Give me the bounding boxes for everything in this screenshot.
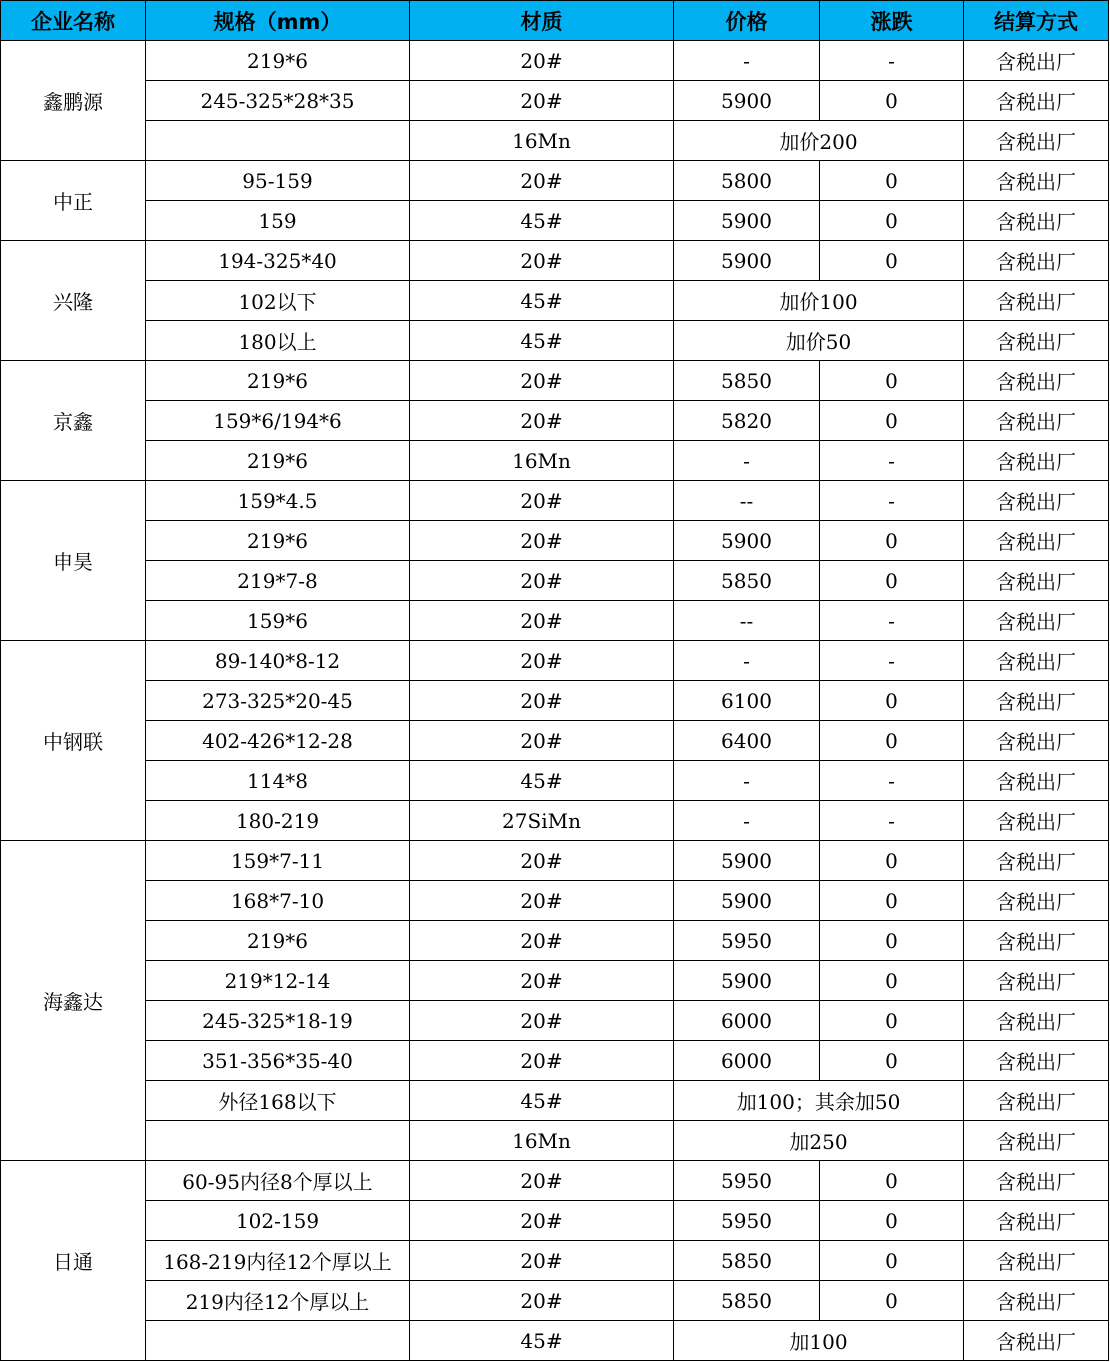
spec-cell: 351-356*35-40 — [146, 1041, 410, 1081]
table-row — [1, 1321, 1109, 1361]
material-cell: 20# — [410, 401, 674, 441]
settlement-cell: 含税出厂 — [964, 721, 1109, 761]
spec-cell: 95-159 — [146, 161, 410, 201]
company-cell: 日通 — [1, 1161, 146, 1361]
settlement-cell: 含税出厂 — [964, 641, 1109, 681]
change-cell: 0 — [820, 841, 964, 881]
spec-cell: 159*7-11 — [146, 841, 410, 881]
spec-cell — [146, 121, 410, 161]
settlement-cell: 含税出厂 — [964, 961, 1109, 1001]
price-cell: 5950 — [674, 1161, 820, 1201]
spec-cell: 159 — [146, 201, 410, 241]
table-row — [1, 1081, 1109, 1121]
settlement-cell: 含税出厂 — [964, 761, 1109, 801]
company-cell: 海鑫达 — [1, 841, 146, 1161]
spec-cell: 245-325*28*35 — [146, 81, 410, 121]
material-cell: 20# — [410, 1041, 674, 1081]
spec-cell: 159*6/194*6 — [146, 401, 410, 441]
spec-cell: 402-426*12-28 — [146, 721, 410, 761]
material-cell: 20# — [410, 681, 674, 721]
price-cell: 5950 — [674, 1201, 820, 1241]
material-cell: 20# — [410, 601, 674, 641]
change-cell: 0 — [820, 721, 964, 761]
settlement-cell: 含税出厂 — [964, 281, 1109, 321]
price-cell: 5900 — [674, 841, 820, 881]
price-cell: 5850 — [674, 1281, 820, 1321]
material-cell: 20# — [410, 641, 674, 681]
company-cell: 鑫鹏源 — [1, 41, 146, 161]
material-cell: 20# — [410, 361, 674, 401]
price-note-cell: 加价100 — [674, 281, 964, 321]
change-cell: - — [820, 41, 964, 81]
spec-cell: 219*6 — [146, 361, 410, 401]
settlement-cell: 含税出厂 — [964, 1081, 1109, 1121]
settlement-cell: 含税出厂 — [964, 201, 1109, 241]
material-cell: 20# — [410, 1281, 674, 1321]
settlement-cell: 含税出厂 — [964, 1161, 1109, 1201]
table-row — [1, 1281, 1109, 1321]
change-cell: - — [820, 641, 964, 681]
spec-cell: 114*8 — [146, 761, 410, 801]
spec-cell: 外径168以下 — [146, 1081, 410, 1121]
table-row — [1, 921, 1109, 961]
price-cell: 6000 — [674, 1041, 820, 1081]
material-cell: 20# — [410, 1161, 674, 1201]
price-cell: 5820 — [674, 401, 820, 441]
change-cell: 0 — [820, 921, 964, 961]
price-cell: 5950 — [674, 921, 820, 961]
change-cell: 0 — [820, 561, 964, 601]
price-cell: 5900 — [674, 521, 820, 561]
material-cell: 20# — [410, 241, 674, 281]
material-cell: 45# — [410, 281, 674, 321]
table-row — [1, 1241, 1109, 1281]
material-cell: 20# — [410, 41, 674, 81]
table-body — [1, 41, 1109, 1361]
material-cell: 45# — [410, 321, 674, 361]
material-cell: 16Mn — [410, 121, 674, 161]
settlement-cell: 含税出厂 — [964, 121, 1109, 161]
company-cell: 中钢联 — [1, 641, 146, 841]
settlement-cell: 含税出厂 — [964, 561, 1109, 601]
table-row — [1, 121, 1109, 161]
spec-cell — [146, 1321, 410, 1361]
change-cell: 0 — [820, 961, 964, 1001]
price-cell: - — [674, 441, 820, 481]
table-row — [1, 681, 1109, 721]
table-row — [1, 1001, 1109, 1041]
table-row — [1, 481, 1109, 521]
table-row — [1, 1041, 1109, 1081]
settlement-cell: 含税出厂 — [964, 401, 1109, 441]
spec-cell: 102以下 — [146, 281, 410, 321]
price-note-cell: 加价50 — [674, 321, 964, 361]
price-note-cell: 加100 — [674, 1321, 964, 1361]
material-cell: 20# — [410, 1201, 674, 1241]
table-row — [1, 521, 1109, 561]
price-cell: 5900 — [674, 81, 820, 121]
table-row — [1, 161, 1109, 201]
material-cell: 20# — [410, 841, 674, 881]
price-cell: 5900 — [674, 241, 820, 281]
price-cell: -- — [674, 481, 820, 521]
material-cell: 20# — [410, 1001, 674, 1041]
material-cell: 16Mn — [410, 1121, 674, 1161]
spec-cell: 168*7-10 — [146, 881, 410, 921]
material-cell: 20# — [410, 521, 674, 561]
table-row — [1, 801, 1109, 841]
table-row — [1, 761, 1109, 801]
material-cell: 16Mn — [410, 441, 674, 481]
change-cell: 0 — [820, 1041, 964, 1081]
header-price: 价格 — [674, 1, 820, 41]
spec-cell: 89-140*8-12 — [146, 641, 410, 681]
change-cell: 0 — [820, 881, 964, 921]
table-row — [1, 441, 1109, 481]
header-spec: 规格（mm） — [146, 1, 410, 41]
spec-cell: 219*6 — [146, 521, 410, 561]
spec-cell: 168-219内径12个厚以上 — [146, 1241, 410, 1281]
change-cell: 0 — [820, 521, 964, 561]
settlement-cell: 含税出厂 — [964, 601, 1109, 641]
table-row — [1, 841, 1109, 881]
price-cell: 5900 — [674, 881, 820, 921]
table-row — [1, 81, 1109, 121]
company-cell: 中正 — [1, 161, 146, 241]
price-cell: 5850 — [674, 1241, 820, 1281]
company-cell: 兴隆 — [1, 241, 146, 361]
table-row — [1, 41, 1109, 81]
price-cell: 5850 — [674, 361, 820, 401]
spec-cell: 219*6 — [146, 921, 410, 961]
header-company: 企业名称 — [1, 1, 146, 41]
material-cell: 20# — [410, 561, 674, 601]
price-cell: 5900 — [674, 201, 820, 241]
price-cell: -- — [674, 601, 820, 641]
table-row — [1, 641, 1109, 681]
settlement-cell: 含税出厂 — [964, 1281, 1109, 1321]
spec-cell: 219*6 — [146, 41, 410, 81]
table-row — [1, 361, 1109, 401]
settlement-cell: 含税出厂 — [964, 241, 1109, 281]
price-cell: 6100 — [674, 681, 820, 721]
material-cell: 20# — [410, 721, 674, 761]
settlement-cell: 含税出厂 — [964, 41, 1109, 81]
material-cell: 20# — [410, 481, 674, 521]
price-cell: 6400 — [674, 721, 820, 761]
table-row — [1, 561, 1109, 601]
settlement-cell: 含税出厂 — [964, 1041, 1109, 1081]
change-cell: 0 — [820, 161, 964, 201]
price-cell: 6000 — [674, 1001, 820, 1041]
material-cell: 45# — [410, 761, 674, 801]
change-cell: 0 — [820, 1201, 964, 1241]
settlement-cell: 含税出厂 — [964, 1241, 1109, 1281]
price-cell: - — [674, 41, 820, 81]
material-cell: 45# — [410, 1321, 674, 1361]
settlement-cell: 含税出厂 — [964, 481, 1109, 521]
change-cell: - — [820, 441, 964, 481]
table-row — [1, 1201, 1109, 1241]
settlement-cell: 含税出厂 — [964, 441, 1109, 481]
material-cell: 45# — [410, 1081, 674, 1121]
change-cell: 0 — [820, 81, 964, 121]
table-row — [1, 281, 1109, 321]
settlement-cell: 含税出厂 — [964, 801, 1109, 841]
spec-cell: 60-95内径8个厚以上 — [146, 1161, 410, 1201]
price-cell: 5900 — [674, 961, 820, 1001]
price-cell: 5800 — [674, 161, 820, 201]
header-settlement: 结算方式 — [964, 1, 1109, 41]
change-cell: - — [820, 761, 964, 801]
company-cell: 申昊 — [1, 481, 146, 641]
spec-cell: 245-325*18-19 — [146, 1001, 410, 1041]
change-cell: 0 — [820, 1001, 964, 1041]
table-row — [1, 961, 1109, 1001]
change-cell: 0 — [820, 401, 964, 441]
price-note-cell: 加250 — [674, 1121, 964, 1161]
table-row — [1, 601, 1109, 641]
material-cell: 20# — [410, 881, 674, 921]
material-cell: 20# — [410, 921, 674, 961]
spec-cell: 159*6 — [146, 601, 410, 641]
change-cell: 0 — [820, 681, 964, 721]
table-row — [1, 1121, 1109, 1161]
spec-cell: 194-325*40 — [146, 241, 410, 281]
change-cell: 0 — [820, 1281, 964, 1321]
table-row — [1, 881, 1109, 921]
settlement-cell: 含税出厂 — [964, 521, 1109, 561]
spec-cell: 219*6 — [146, 441, 410, 481]
table-row — [1, 201, 1109, 241]
table-row — [1, 721, 1109, 761]
material-cell: 20# — [410, 81, 674, 121]
change-cell: - — [820, 481, 964, 521]
settlement-cell: 含税出厂 — [964, 1001, 1109, 1041]
material-cell: 20# — [410, 961, 674, 1001]
change-cell: 0 — [820, 1241, 964, 1281]
material-cell: 20# — [410, 161, 674, 201]
header-material: 材质 — [410, 1, 674, 41]
price-cell: 5850 — [674, 561, 820, 601]
company-cell: 京鑫 — [1, 361, 146, 481]
settlement-cell: 含税出厂 — [964, 1321, 1109, 1361]
table-row — [1, 241, 1109, 281]
spec-cell — [146, 1121, 410, 1161]
change-cell: - — [820, 601, 964, 641]
settlement-cell: 含税出厂 — [964, 881, 1109, 921]
settlement-cell: 含税出厂 — [964, 921, 1109, 961]
settlement-cell: 含税出厂 — [964, 161, 1109, 201]
header-row — [1, 1, 1109, 41]
table-row — [1, 1161, 1109, 1201]
settlement-cell: 含税出厂 — [964, 841, 1109, 881]
spec-cell: 180以上 — [146, 321, 410, 361]
price-cell: - — [674, 641, 820, 681]
spec-cell: 219*12-14 — [146, 961, 410, 1001]
settlement-cell: 含税出厂 — [964, 321, 1109, 361]
change-cell: 0 — [820, 201, 964, 241]
price-cell: - — [674, 761, 820, 801]
material-cell: 27SiMn — [410, 801, 674, 841]
price-note-cell: 加价200 — [674, 121, 964, 161]
table-row — [1, 321, 1109, 361]
settlement-cell: 含税出厂 — [964, 1201, 1109, 1241]
spec-cell: 102-159 — [146, 1201, 410, 1241]
spec-cell: 273-325*20-45 — [146, 681, 410, 721]
settlement-cell: 含税出厂 — [964, 81, 1109, 121]
material-cell: 45# — [410, 201, 674, 241]
settlement-cell: 含税出厂 — [964, 361, 1109, 401]
spec-cell: 180-219 — [146, 801, 410, 841]
material-cell: 20# — [410, 1241, 674, 1281]
change-cell: 0 — [820, 1161, 964, 1201]
spec-cell: 219*7-8 — [146, 561, 410, 601]
price-note-cell: 加100；其余加50 — [674, 1081, 964, 1121]
price-cell: - — [674, 801, 820, 841]
change-cell: - — [820, 801, 964, 841]
header-change: 涨跌 — [820, 1, 964, 41]
change-cell: 0 — [820, 361, 964, 401]
table-row — [1, 401, 1109, 441]
spec-cell: 219内径12个厚以上 — [146, 1281, 410, 1321]
change-cell: 0 — [820, 241, 964, 281]
spec-cell: 159*4.5 — [146, 481, 410, 521]
settlement-cell: 含税出厂 — [964, 1121, 1109, 1161]
settlement-cell: 含税出厂 — [964, 681, 1109, 721]
